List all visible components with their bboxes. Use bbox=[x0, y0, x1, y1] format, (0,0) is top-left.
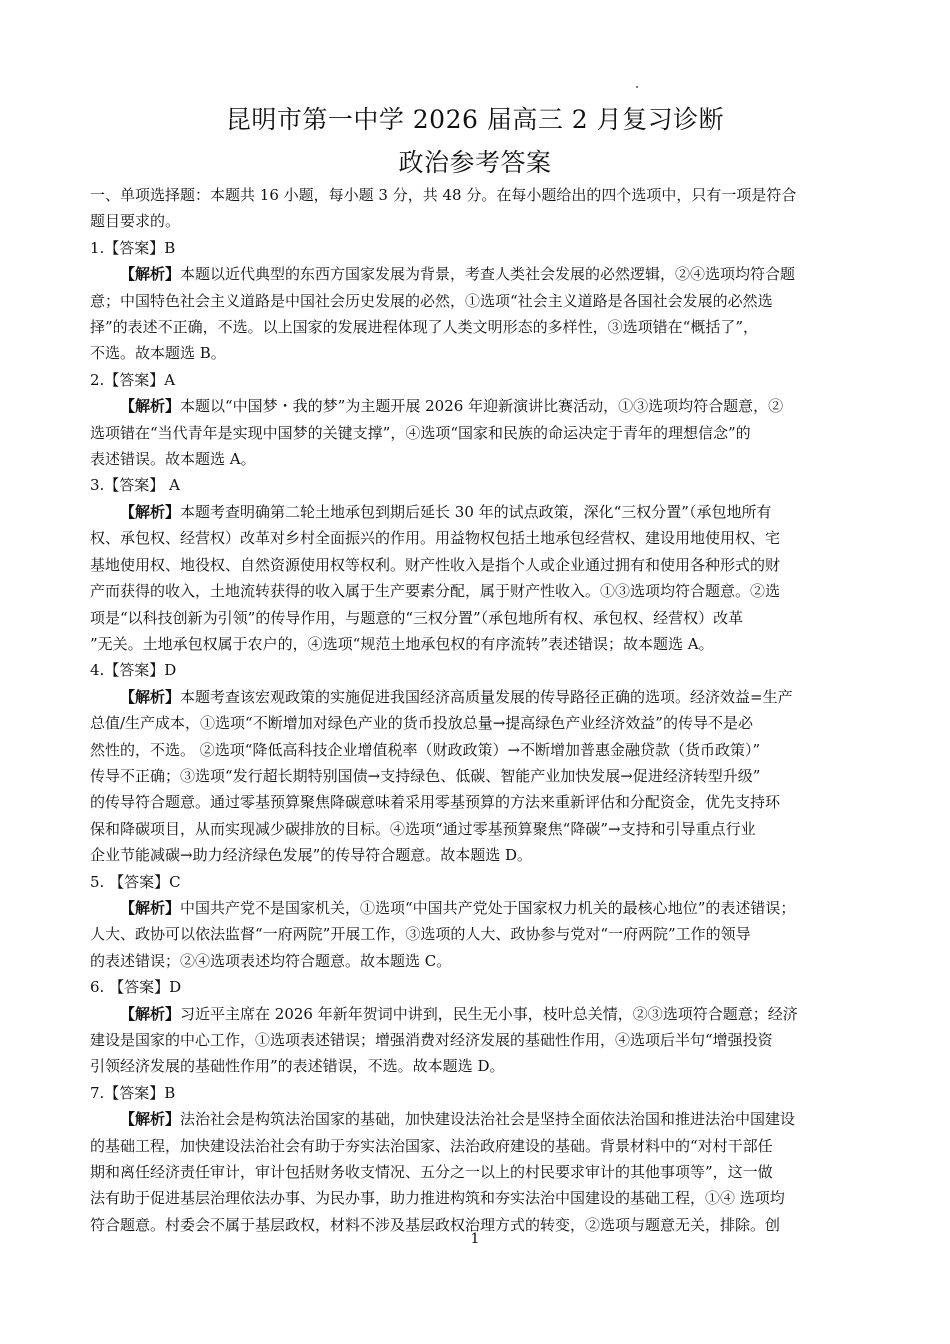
explanation-line: 表述错误。故本题选 A。 bbox=[90, 450, 256, 469]
answer-key: 2.【答案】A bbox=[90, 370, 176, 389]
answer-item bbox=[90, 869, 860, 975]
explanation-tag: 【解析】 bbox=[120, 1004, 181, 1023]
explanation-tag: 【解析】 bbox=[120, 397, 181, 416]
answer-item bbox=[90, 1080, 860, 1238]
explanation-line: 的基础工程，加快建设法治社会有助于夯实法治国家、法治政府建设的基础。背景材料中的“对村干部任 bbox=[90, 1136, 773, 1155]
answer-item bbox=[90, 657, 860, 868]
page-number: 1 bbox=[470, 1231, 480, 1247]
explanation-line bbox=[90, 499, 860, 525]
explanation-line: 基地使用权、地役权、自然资源使用权等权利。财产性收入是指个人或企业通过拥有和使用各种形式的财 bbox=[90, 555, 781, 574]
answer-list bbox=[90, 235, 860, 1238]
answer-item bbox=[90, 974, 860, 1080]
explanation-line bbox=[90, 1106, 860, 1132]
explanation-line bbox=[90, 684, 860, 710]
scan-speck bbox=[636, 86, 638, 88]
explanation-line: 人大、政协可以依法监督“一府两院”开展工作，③选项的人大、政协参与党对“一府两院”工作的领导 bbox=[90, 925, 751, 944]
explanation-line: 传导不正确；③选项“发行超长期特别国债→支持绿色、低碳、智能产业加快发展→促进经济转型升级” bbox=[90, 766, 761, 785]
explanation-line: 意；中国特色社会主义道路是中国社会历史发展的必然，①选项“社会主义道路是各国社会发展的必然选 bbox=[90, 291, 773, 310]
answer-body bbox=[90, 182, 860, 1238]
explanation-tag: 【解析】 bbox=[120, 687, 181, 706]
explanation-line: ”无关。土地承包权属于农户的，④选项“规范土地承包权的有序流转”表述错误；故本题选 A。 bbox=[90, 634, 714, 653]
answer-key: 7.【答案】B bbox=[90, 1083, 176, 1102]
answer-item bbox=[90, 472, 860, 657]
explanation-text: 法治社会是构筑法治国家的基础，加快建设法治社会是坚持全面依法治国和推进法治中国建设 bbox=[180, 1110, 796, 1129]
explanation-tag: 【解析】 bbox=[120, 265, 181, 284]
explanation-text: 中国共产党不是国家机关，①选项“中国共产党处于国家权力机关的最核心地位”的表述错误； bbox=[180, 898, 796, 917]
explanation-line: 建设是国家的中心工作，①选项表述错误；增强消费对经济发展的基础性作用，④选项后半句“增强投资 bbox=[90, 1031, 773, 1049]
explanation-line: 企业节能减碳→助力经济绿色发展”的传导符合题意。故本题选 D。 bbox=[90, 846, 533, 865]
explanation-line: 引领经济发展的基础性作用”的表述错误，不选。故本题选 D。 bbox=[90, 1057, 505, 1076]
explanation-line: 的表述错误；②④选项表述均符合题意。故本题选 C。 bbox=[90, 951, 452, 970]
explanation-line: 保和降碳项目，从而实现减少碳排放的目标。④选项“通过零基预算聚焦“降碳”→支持和引导重点行业 bbox=[90, 819, 756, 838]
document-title: 昆明市第一中学 2026 届高三 2 月复习诊断 bbox=[225, 105, 725, 134]
explanation-line: 项是“以科技创新为引领”的传导作用，与题意的“三权分置”（承包地所有权、承包权、经营权）改革 bbox=[90, 608, 744, 627]
section-intro-line: 题目要求的。 bbox=[90, 212, 181, 231]
explanation-text: 本题考查明确第二轮土地承包到期后延长 30 年的试点政策，深化“三权分置”（承包地所有 bbox=[180, 502, 772, 521]
explanation-line: 符合题意。村委会不属于基层政权，材料不涉及基层政权治理方式的转变，②选项与题意无关，排除。创 bbox=[90, 1215, 781, 1234]
explanation-line: 期和离任经济责任审计，审计包括财务收支情况、五分之一以上的村民要求审计的其他事项等”，这一做 bbox=[90, 1163, 773, 1182]
explanation-line: 总值/生产成本，①选项“不断增加对绿色产业的货币投放总量→提高绿色产业经济效益”的传导不是必 bbox=[90, 714, 753, 733]
explanation-line: 然性的，不选。 ②选项“降低高科技企业增值税率（财政政策）→不断增加普惠金融贷款（货币政策）” bbox=[90, 740, 761, 759]
explanation-text: 习近平主席在 2026 年新年贺词中讲到，民生无小事，枝叶总关情，②③选项符合题意；经济 bbox=[180, 1004, 798, 1023]
answer-key: 6. 【答案】D bbox=[90, 978, 182, 997]
answer-item bbox=[90, 367, 860, 473]
answer-key: 3.【答案】 A bbox=[90, 476, 180, 495]
explanation-line: 择”的表述不正确，不选。以上国家的发展进程体现了人类文明形态的多样性，③选项错在“概括了”， bbox=[90, 318, 759, 337]
explanation-line: 的传导符合题意。通过零基预算聚焦降碳意味着采用零基预算的方法来重新评估和分配资金，优先支持环 bbox=[90, 793, 781, 812]
explanation-line bbox=[90, 393, 860, 419]
explanation-line: 选项错在“当代青年是实现中国梦的关键支撑”，④选项“国家和民族的命运决定于青年的理想信念”的 bbox=[90, 423, 751, 442]
answer-key: 1.【答案】B bbox=[90, 238, 176, 257]
explanation-tag: 【解析】 bbox=[120, 898, 181, 917]
explanation-line: 权、承包权、经营权）改革对乡村全面振兴的作用。用益物权包括土地承包经营权、建设用地使用权、宅 bbox=[90, 529, 781, 548]
explanation-line bbox=[90, 1001, 860, 1027]
explanation-line bbox=[90, 261, 860, 287]
explanation-text: 本题以“中国梦・我的梦”为主题开展 2026 年迎新演讲比赛活动，①③选项均符合题意，② bbox=[180, 397, 784, 416]
answer-key: 5. 【答案】C bbox=[90, 872, 181, 891]
explanation-line: 不选。故本题选 B。 bbox=[90, 344, 226, 363]
explanation-text: 本题以近代典型的东西方国家发展为背景，考查人类社会发展的必然逻辑，②④选项均符合题 bbox=[180, 265, 796, 284]
explanation-line: 产而获得的收入，土地流转获得的收入属于生产要素分配，属于财产性收入。①③选项均符合题意。②选 bbox=[90, 582, 781, 601]
answer-key: 4.【答案】D bbox=[90, 661, 177, 680]
explanation-tag: 【解析】 bbox=[120, 502, 181, 521]
explanation-line: 法有助于促进基层治理依法办事、为民办事，助力推进构筑和夯实法治中国建设的基础工程，①④ 选项均 bbox=[90, 1189, 785, 1208]
section-intro-line: 一、单项选择题：本题共 16 小题，每小题 3 分，共 48 分。在每小题给出的四个选项中，只有一项是符合 bbox=[90, 186, 797, 204]
explanation-tag: 【解析】 bbox=[120, 1110, 181, 1129]
explanation-line bbox=[90, 895, 860, 921]
explanation-text: 本题考查该宏观政策的实施促进我国经济高质量发展的传导路径正确的选项。经济效益=生产 bbox=[180, 687, 793, 706]
answer-item bbox=[90, 235, 860, 367]
document-subtitle: 政治参考答案 bbox=[398, 148, 552, 177]
